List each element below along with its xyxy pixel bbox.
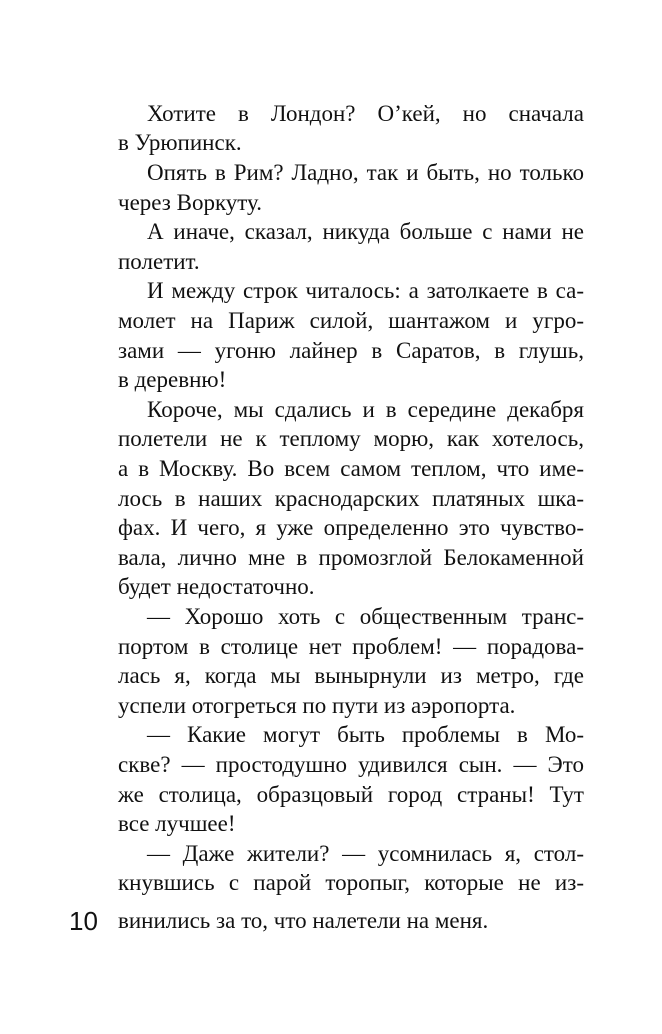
text-line: портом в столице нет проблем! — порадова- — [118, 634, 584, 659]
text-line: зами — угоню лайнер в Саратов, в глушь, — [118, 338, 584, 363]
text-line: молет на Париж силой, шантажом и угро- — [118, 308, 584, 333]
text-line: кнувшись с парой торопыг, которые не из- — [118, 870, 584, 895]
text-line: будет недостаточно. — [118, 574, 315, 599]
text-line: лась я, когда мы вынырнули из метро, где — [118, 663, 584, 688]
text-line: вала, лично мне в промозглой Белокаменной — [118, 545, 584, 570]
text-line: — Хорошо хоть с общественным транс- — [147, 604, 584, 629]
text-line: в деревню! — [118, 367, 227, 392]
text-line: скве? — простодушно удивился сын. — Это — [118, 752, 584, 777]
text-line: — Какие могут быть проблемы в Мо- — [147, 722, 584, 747]
text-line: И между строк читалось: а затолкаете в са- — [147, 278, 584, 303]
text-line: успели отогреться по пути из аэропорта. — [118, 693, 516, 718]
text-line: фах. И чего, я уже определенно это чувство- — [118, 515, 584, 540]
text-line: — Даже жители? — усомнилась я, стол- — [147, 841, 584, 866]
text-line: винились за то, что налетели на меня. — [118, 908, 489, 933]
text-line: а в Москву. Во всем самом теплом, что име- — [118, 456, 584, 481]
text-line: А иначе, сказал, никуда больше с нами не — [147, 219, 584, 244]
text-line: полетит. — [118, 249, 200, 274]
text-line: лось в наших краснодарских платяных шка- — [118, 486, 584, 511]
text-line: все лучшее! — [118, 811, 236, 836]
text-line: же столица, образцовый город страны! Тут — [118, 782, 584, 807]
text-line: Короче, мы сдались и в середине декабря — [147, 397, 584, 422]
text-line: полетели не к теплому морю, как хотелось, — [118, 426, 584, 451]
page-number: 10 — [69, 906, 98, 936]
text-line: Хотите в Лондон? О’кей, но сначала — [147, 101, 584, 126]
text-line: в Урюпинск. — [118, 130, 242, 155]
text-line: Опять в Рим? Ладно, так и быть, но только — [147, 160, 584, 185]
text-line: через Воркуту. — [118, 190, 262, 215]
